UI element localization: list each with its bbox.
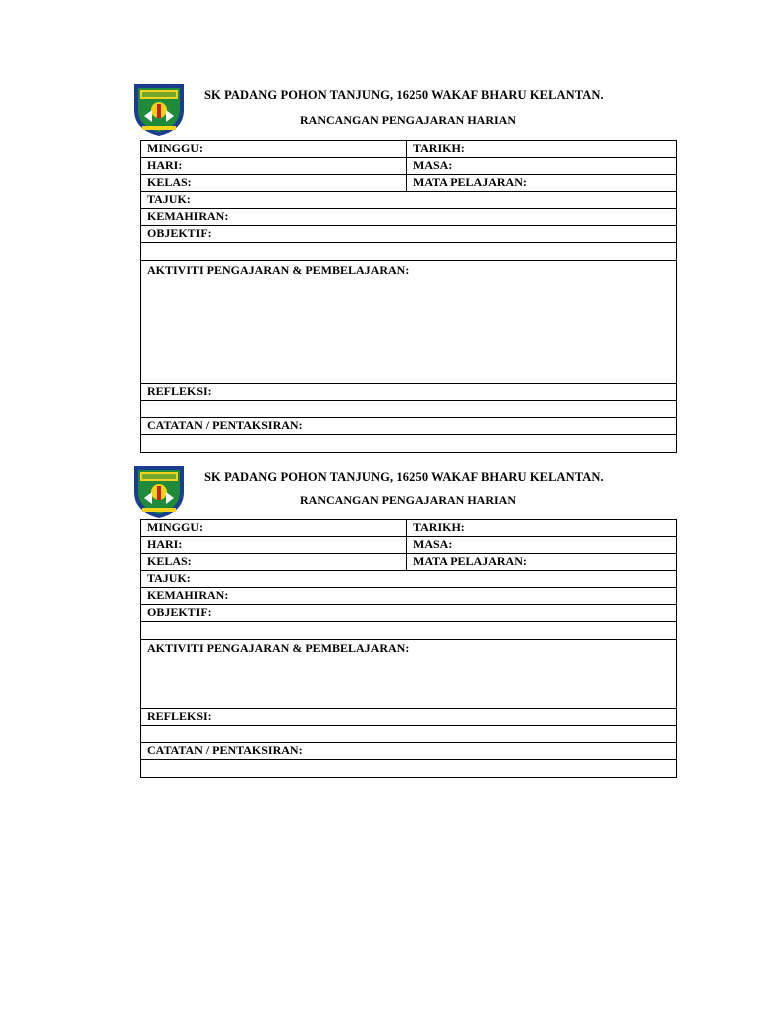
field-objektif[interactable]: OBJEKTIF: [141,605,677,622]
table-row [141,743,677,760]
field-hari[interactable]: HARI: [141,158,407,175]
lesson-plan-table [140,140,677,453]
table-row [141,418,677,435]
school-crest-logo [130,80,188,138]
field-minggu[interactable]: MINGGU: [141,520,407,537]
table-row [141,709,677,726]
field-catatan[interactable]: CATATAN / PENTAKSIRAN: [141,743,677,760]
table-row [141,640,677,709]
table-row [141,588,677,605]
table-row [141,554,677,571]
field-mata-pelajaran[interactable]: MATA PELAJARAN: [407,175,677,192]
field-tarikh[interactable]: TARIKH: [407,520,677,537]
table-row [141,726,677,743]
field-kemahiran[interactable]: KEMAHIRAN: [141,209,677,226]
field-masa[interactable]: MASA: [407,158,677,175]
field-kemahiran[interactable]: KEMAHIRAN: [141,588,677,605]
field-kelas[interactable]: KELAS: [141,554,407,571]
field-catatan-blank[interactable] [141,435,677,453]
school-name: SK PADANG POHON TANJUNG, 16250 WAKAF BHARU KELANTAN. [204,470,604,484]
lesson-plan-table [140,519,677,778]
field-tajuk[interactable]: TAJUK: [141,192,677,209]
table-row [141,192,677,209]
field-catatan[interactable]: CATATAN / PENTAKSIRAN: [141,418,677,435]
table-row [141,520,677,537]
table-row [141,158,677,175]
school-crest-logo [130,462,188,520]
form-header [140,462,676,519]
table-row [141,141,677,158]
field-refleksi[interactable]: REFLEKSI: [141,384,677,401]
field-refleksi-blank[interactable] [141,726,677,743]
field-hari[interactable]: HARI: [141,537,407,554]
form-header [140,80,676,140]
field-objektif-blank[interactable] [141,622,677,640]
lesson-plan-form-2 [140,462,676,778]
field-tarikh[interactable]: TARIKH: [407,141,677,158]
table-row [141,622,677,640]
field-minggu[interactable]: MINGGU: [141,141,407,158]
table-row [141,209,677,226]
table-row [141,537,677,554]
lesson-plan-form-1 [140,80,676,453]
field-objektif-blank[interactable] [141,243,677,261]
table-row [141,605,677,622]
plan-title: RANCANGAN PENGAJARAN HARIAN [300,113,516,127]
field-kelas[interactable]: KELAS: [141,175,407,192]
table-row [141,435,677,453]
field-aktiviti[interactable]: AKTIVITI PENGAJARAN & PEMBELAJARAN: [141,261,677,384]
field-tajuk[interactable]: TAJUK: [141,571,677,588]
school-name: SK PADANG POHON TANJUNG, 16250 WAKAF BHARU KELANTAN. [204,88,604,102]
field-mata-pelajaran[interactable]: MATA PELAJARAN: [407,554,677,571]
table-row [141,175,677,192]
field-aktiviti[interactable]: AKTIVITI PENGAJARAN & PEMBELAJARAN: [141,640,677,709]
table-row [141,243,677,261]
table-row [141,401,677,418]
table-row [141,384,677,401]
field-refleksi[interactable]: REFLEKSI: [141,709,677,726]
plan-title: RANCANGAN PENGAJARAN HARIAN [300,493,516,507]
table-row [141,760,677,778]
table-row [141,226,677,243]
field-catatan-blank[interactable] [141,760,677,778]
table-row [141,571,677,588]
field-objektif[interactable]: OBJEKTIF: [141,226,677,243]
table-row [141,261,677,384]
field-refleksi-blank[interactable] [141,401,677,418]
field-masa[interactable]: MASA: [407,537,677,554]
